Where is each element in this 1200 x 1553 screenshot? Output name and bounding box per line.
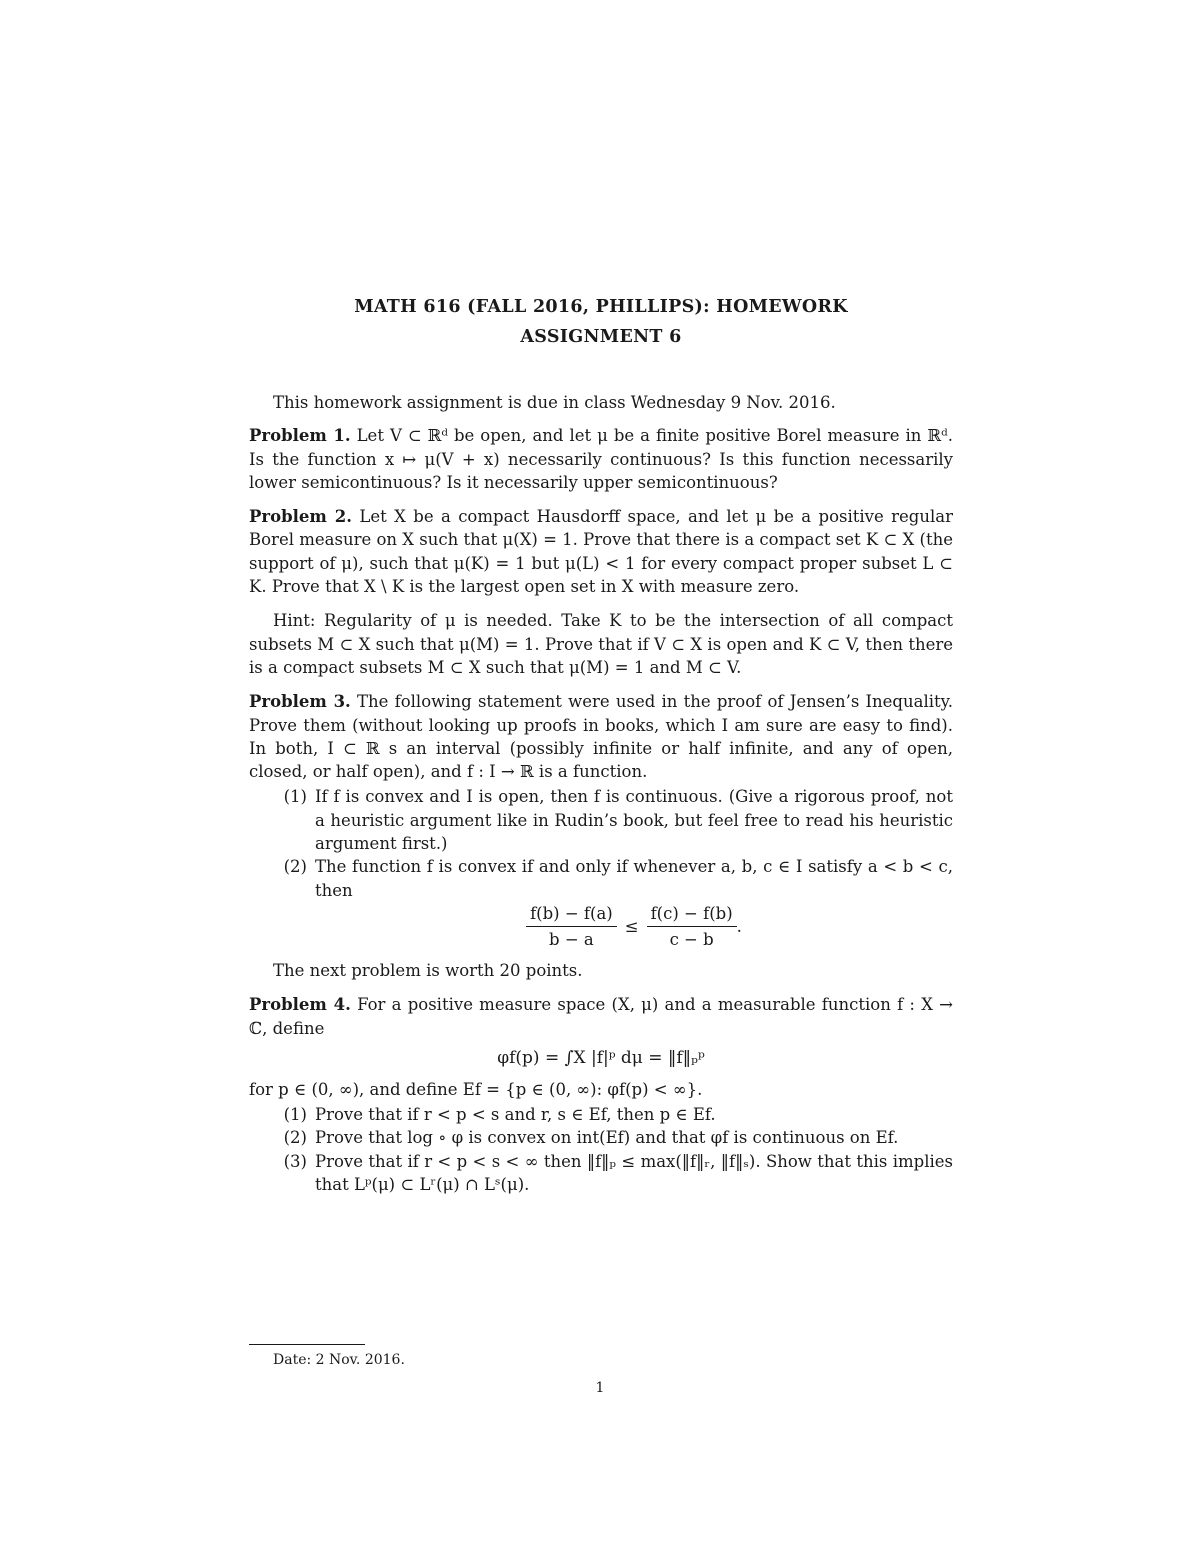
- problem-3-text: The following statement were used in the proof of Jensen’s Inequality. Prove them (without looking up proofs in books, which I am sure are easy to find). In both, I ⊂ ℝ s an interval (possibly infinite or half infinite, and any of open, closed, or half open), and f : I → ℝ is a function.: [249, 692, 953, 782]
- problem-1-label: Problem 1.: [249, 426, 351, 446]
- convexity-inequality: [249, 904, 953, 949]
- footnote-rule: [249, 1344, 365, 1345]
- problem-4-item-2: [249, 1126, 953, 1149]
- title-line-1: MATH 616 (FALL 2016, PHILLIPS): HOMEWORK: [354, 297, 848, 317]
- rhs-numerator: f(c) − f(b): [647, 904, 737, 927]
- inequality-sign: ≤: [624, 916, 639, 936]
- item-number: (1): [283, 1105, 307, 1125]
- problem-2-label: Problem 2.: [249, 507, 352, 527]
- problem-4-text: For a positive measure space (X, μ) and a measurable function f : X → ℂ, define: [249, 995, 953, 1038]
- item-text: If f is convex and I is open, then f is continuous. (Give a rigorous proof, not a heuristic argument like in Rudin’s book, but feel free to read his heuristic argument first.): [315, 787, 953, 854]
- problem-4-item-1: [249, 1103, 953, 1126]
- title-line-2: ASSIGNMENT 6: [520, 327, 682, 347]
- inequality-period: .: [736, 916, 742, 936]
- rhs-fraction: [647, 904, 737, 949]
- problem-4-preamble: The next problem is worth 20 points.: [273, 960, 583, 980]
- problem-3-item-2: [249, 855, 953, 902]
- problem-3-label: Problem 3.: [249, 692, 351, 712]
- intro-text: This homework assignment is due in class Wednesday 9 Nov. 2016.: [273, 393, 836, 412]
- lhs-numerator: f(b) − f(a): [526, 904, 617, 927]
- rhs-denominator: c − b: [669, 929, 714, 949]
- footnote-date: Date: 2 Nov. 2016.: [273, 1352, 405, 1368]
- problem-2: [249, 505, 953, 598]
- item-number: (3): [283, 1151, 307, 1171]
- item-text: Prove that log ∘ φ is convex on int(Ef) and that φf is continuous on Ef.: [315, 1128, 899, 1148]
- item-text: Prove that if r < p < s and r, s ∈ Ef, then p ∈ Ef.: [315, 1105, 716, 1125]
- item-text: Prove that if r < p < s < ∞ then ‖f‖ₚ ≤ max(‖f‖ᵣ, ‖f‖ₛ). Show that this implies that Lᵖ(μ) ⊂ Lʳ(μ) ∩ Lˢ(μ).: [315, 1151, 953, 1195]
- problem-2-text: Let X be a compact Hausdorff space, and let μ be a positive regular Borel measure on X such that μ(X) = 1. Prove that there is a compact set K ⊂ X (the support of μ), such that μ(K) = 1 but μ(L) < 1 for every compact proper subset L ⊂ K. Prove that X \ K is the largest open set in X with measure zero.: [249, 507, 953, 597]
- problem-1-text: Let V ⊂ ℝᵈ be open, and let μ be a finite positive Borel measure in ℝᵈ. Is the function x ↦ μ(V + x) necessarily continuous? Is this function necessarily lower semicontinuous? Is it necessarily upper semicontinuous?: [249, 426, 953, 492]
- item-text: The function f is convex if and only if whenever a, b, c ∈ I satisfy a < b < c, then: [315, 857, 953, 900]
- phi-definition: φf(p) = ∫X |f|ᵖ dμ = ‖f‖ₚᵖ: [497, 1047, 705, 1068]
- item-number: (2): [283, 857, 307, 877]
- problem-3: [249, 690, 953, 783]
- lhs-denominator: b − a: [549, 929, 594, 949]
- problem-4-label: Problem 4.: [249, 995, 351, 1015]
- item-number: (1): [283, 787, 307, 807]
- problem-3-item-1: [249, 785, 953, 855]
- problem-4-item-3: [249, 1150, 953, 1197]
- problem-2-hint: Hint: Regularity of μ is needed. Take K to be the intersection of all compact subsets M ⊂ X such that μ(M) = 1. Prove that if V ⊂ X is open and K ⊂ V, then there is a compact subsets M ⊂ X such that μ(M) = 1 and M ⊂ V.: [249, 611, 953, 677]
- problem-4: [249, 993, 953, 1040]
- item-number: (2): [283, 1128, 307, 1148]
- document-title: [249, 292, 953, 352]
- problem-4-after: for p ∈ (0, ∞), and define Ef = {p ∈ (0, ∞): φf(p) < ∞}.: [249, 1079, 703, 1099]
- lhs-fraction: [526, 904, 617, 949]
- problem-1: [249, 424, 953, 494]
- page-number: 1: [595, 1380, 605, 1396]
- main-body: [249, 391, 953, 1196]
